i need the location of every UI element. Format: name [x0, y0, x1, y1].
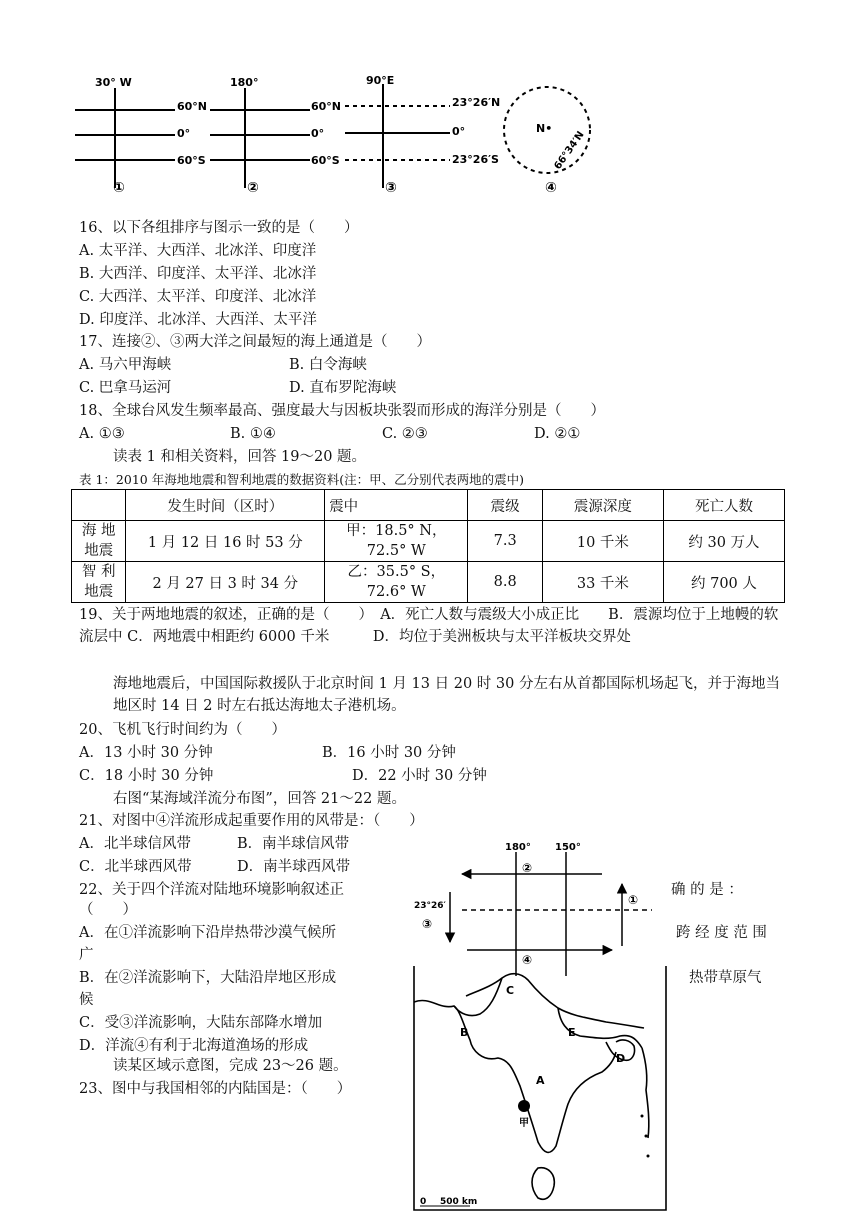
- table-cell: 1 月 12 日 16 时 53 分: [126, 521, 325, 562]
- q22-option-a-cont: 跨 经 度 范 围: [676, 925, 767, 941]
- ocean-position-figure: [75, 70, 615, 200]
- q21-option-b[interactable]: B．南半球信风带: [237, 836, 350, 852]
- intro-table: 读表 1 和相关资料，回答 19～20 题。: [113, 449, 367, 465]
- q17-option-a[interactable]: A. 马六甲海峡: [79, 357, 172, 373]
- current-lon-150: 150°: [555, 842, 581, 853]
- d3-lat-top: 23°26′N: [452, 96, 501, 109]
- map-label-b: B: [460, 1026, 469, 1039]
- q17-option-c[interactable]: C. 巴拿马运河: [79, 380, 172, 396]
- earthquake-table: [71, 489, 785, 603]
- table-cell: 约 700 人: [663, 562, 784, 603]
- q20-option-c[interactable]: C．18 小时 30 分钟: [79, 768, 214, 784]
- q21-option-c[interactable]: C．北半球西风带: [79, 859, 192, 875]
- table-cell: 2 月 27 日 3 时 34 分: [126, 562, 325, 603]
- table-header: 死亡人数: [663, 490, 784, 521]
- d3-lat-bot: 23°26′S: [452, 153, 499, 166]
- map-label-a: A: [536, 1074, 545, 1087]
- q22-stem: 22、关于四个洋流对陆地环境影响叙述正: [79, 882, 344, 898]
- table-header: [72, 490, 126, 521]
- q17-stem: 17、连接②、③两大洋之间最短的海上通道是（ ）: [79, 334, 431, 350]
- q22-option-b-end: 候: [79, 992, 94, 1008]
- map-label-jia: 甲: [519, 1118, 529, 1129]
- intro-current: 右图“某海域洋流分布图”，回答 21～22 题。: [113, 791, 406, 807]
- q21-option-d[interactable]: D．南半球西风带: [237, 859, 351, 875]
- d2-lat-top: 60°N: [311, 100, 342, 113]
- q20-option-b[interactable]: B．16 小时 30 分钟: [322, 745, 456, 761]
- d1-lon-label: 30° W: [95, 76, 132, 89]
- q18-option-a[interactable]: A. ①③: [79, 426, 125, 442]
- table-cell: 72.5° W: [366, 543, 426, 559]
- table-cell: 甲：18.5° N，: [346, 523, 447, 539]
- table-header: 发生时间（区时）: [126, 490, 325, 521]
- para-rescue: 海地地震后，中国国际救援队于北京时间 1 月 13 日 20 时 30 分左右从首都国际机场起飞，并于海地当地区时 14 日 2 时左右抵达海地太子港机场。: [113, 676, 780, 714]
- table-row: [72, 562, 785, 603]
- table-cell: 72.6° W: [366, 584, 426, 600]
- south-asia-map: [410, 966, 670, 1212]
- d4-circle-label: 66°34′N: [552, 129, 587, 172]
- q22-option-c[interactable]: C．受③洋流影响，大陆东部降水增加: [79, 1015, 323, 1031]
- q18-option-b[interactable]: B. ①④: [230, 426, 276, 442]
- d2-lon-label: 180°: [230, 76, 259, 89]
- map-label-d: D: [616, 1052, 626, 1065]
- d3-lat-mid: 0°: [452, 125, 466, 138]
- current-lat-label: 23°26′: [414, 901, 446, 911]
- table-cell: 约 30 万人: [663, 521, 784, 562]
- table-cell: 智 利 地震: [72, 562, 126, 603]
- current-lon-180: 180°: [505, 842, 531, 853]
- table-header-row: [72, 490, 785, 521]
- q22-option-a-end: 广: [79, 947, 94, 963]
- table-cell: 8.8: [468, 562, 542, 603]
- d1-lat-bot: 60°S: [177, 154, 206, 167]
- map-label-c: C: [506, 984, 515, 997]
- table-header: 震源深度: [542, 490, 663, 521]
- q20-option-d[interactable]: D．22 小时 30 分钟: [352, 768, 487, 784]
- table-header: 震中: [325, 490, 468, 521]
- table-caption: 表 1：2010 年海地地震和智利地震的数据资料(注：甲、乙分别代表两地的震中): [79, 472, 524, 487]
- table-cell: 7.3: [468, 521, 542, 562]
- q16-option-a[interactable]: A. 太平洋、大西洋、北冰洋、印度洋: [79, 243, 317, 259]
- d3-lon-label: 90°E: [366, 74, 395, 87]
- q16-option-c[interactable]: C. 大西洋、太平洋、印度洋、北冰洋: [79, 289, 317, 305]
- q18-stem: 18、全球台风发生频率最高、强度最大与因板块张裂而形成的海洋分别是（ ）: [79, 403, 605, 419]
- ocean-current-figure: [412, 838, 652, 978]
- d2-number: ②: [247, 180, 259, 196]
- current-4: ④: [522, 953, 533, 967]
- q20-option-a[interactable]: A．13 小时 30 分钟: [79, 745, 213, 761]
- table-cell: 10 千米: [542, 521, 663, 562]
- table-cell: 乙：35.5° S，: [347, 564, 446, 580]
- table-cell: 海 地 地震: [72, 521, 126, 562]
- map-scale-label: 500 km: [440, 1197, 478, 1207]
- q22-option-b[interactable]: B．在②洋流影响下，大陆沿岸地区形成: [79, 970, 337, 986]
- q18-option-c[interactable]: C. ②③: [382, 426, 428, 442]
- q20-stem: 20、飞机飞行时间约为（ ）: [79, 722, 286, 738]
- table-cell: 33 千米: [542, 562, 663, 603]
- d2-lat-bot: 60°S: [311, 154, 340, 167]
- current-2: ②: [522, 861, 533, 875]
- intro-map: 读某区域示意图，完成 23～26 题。: [113, 1058, 348, 1074]
- q16-option-b[interactable]: B. 大西洋、印度洋、太平洋、北冰洋: [79, 266, 317, 282]
- map-scale-zero: 0: [420, 1197, 427, 1207]
- map-label-e: E: [568, 1026, 576, 1039]
- q17-option-b[interactable]: B. 白令海峡: [289, 357, 367, 373]
- q18-option-d[interactable]: D. ②①: [534, 426, 581, 442]
- d1-number: ①: [113, 180, 125, 196]
- d3-number: ③: [385, 180, 397, 196]
- d2-lat-mid: 0°: [311, 127, 325, 140]
- d1-lat-top: 60°N: [177, 100, 208, 113]
- q23-stem: 23、图中与我国相邻的内陆国是：（ ）: [79, 1081, 352, 1097]
- current-1: ①: [628, 893, 639, 907]
- table-header: 震级: [468, 490, 542, 521]
- q21-option-a[interactable]: A．北半球信风带: [79, 836, 191, 852]
- q16-option-d[interactable]: D. 印度洋、北冰洋、大西洋、太平洋: [79, 312, 317, 328]
- table-row: [72, 521, 785, 562]
- d4-pole-label: N•: [536, 122, 553, 135]
- q21-stem: 21、对图中④洋流形成起重要作用的风带是：（ ）: [79, 813, 424, 829]
- q22-stem-paren: （ ）: [79, 902, 137, 918]
- point-jia-marker: [518, 1100, 530, 1112]
- q22-option-d[interactable]: D．洋流④有利于北海道渔场的形成: [79, 1038, 309, 1054]
- d1-lat-mid: 0°: [177, 127, 191, 140]
- q16-stem: 16、以下各组排序与图示一致的是（ ）: [79, 220, 359, 236]
- current-3: ③: [422, 917, 433, 931]
- q22-option-a[interactable]: A．在①洋流影响下沿岸热带沙漠气候所: [79, 925, 336, 941]
- q17-option-d[interactable]: D. 直布罗陀海峡: [289, 380, 397, 396]
- q19-text: 19、关于两地地震的叙述，正确的是（ ） A．死亡人数与震级大小成正比 B．震源均位于上地幔的软流层中 C．两地震中相距约 6000 千米 D．均位于美洲板块与太平洋板块交界处: [79, 607, 779, 645]
- d4-number: ④: [545, 180, 557, 196]
- q22-stem-cont: 确 的 是 ：: [671, 882, 743, 898]
- q22-option-b-cont: 热带草原气: [689, 970, 762, 986]
